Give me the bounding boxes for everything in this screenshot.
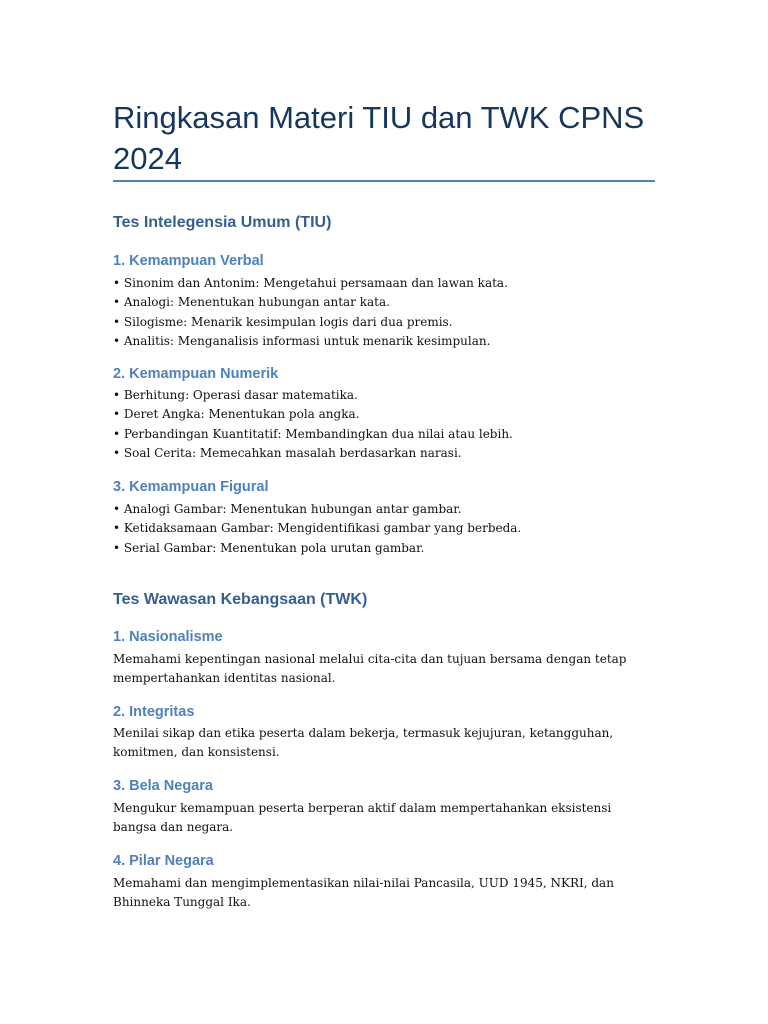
- list-item: • Sinonim dan Antonim: Mengetahui persamaan dan lawan kata.: [113, 276, 508, 290]
- tiu-numerik-list: [113, 386, 673, 464]
- list-item: • Analogi Gambar: Menentukan hubungan antar gambar.: [113, 502, 462, 516]
- tiu-section-heading-verbal: 1. Kemampuan Verbal: [113, 253, 264, 269]
- twk-pilar-negara-text: Memahami dan mengimplementasikan nilai-nilai Pancasila, UUD 1945, NKRI, dan Bhinneka Tunggal Ika.: [113, 876, 614, 910]
- list-item: • Analogi: Menentukan hubungan antar kata.: [113, 295, 390, 310]
- list-item: • Analitis: Menganalisis informasi untuk menarik kesimpulan.: [113, 334, 491, 349]
- twk-integritas-text: Menilai sikap dan etika peserta dalam bekerja, termasuk kejujuran, ketangguhan, komitmen, dan konsistensi.: [113, 726, 614, 760]
- twk-nasionalisme-text: Memahami kepentingan nasional melalui cita-cita dan tujuan bersama dengan tetap mempertahankan identitas nasional.: [113, 652, 627, 686]
- twk-section-heading-integritas: 2. Integritas: [113, 704, 195, 720]
- twk-heading: Tes Wawasan Kebangsaan (TWK): [113, 591, 368, 608]
- list-item: • Soal Cerita: Memecahkan masalah berdasarkan narasi.: [113, 446, 462, 461]
- list-item: • Berhitung: Operasi dasar matematika.: [113, 388, 358, 402]
- list-item: • Ketidaksamaan Gambar: Mengidentifikasi gambar yang berbeda.: [113, 521, 522, 536]
- tiu-heading: Tes Intelegensia Umum (TIU): [113, 214, 332, 231]
- tiu-verbal-list: [113, 274, 673, 352]
- title-divider: [113, 180, 655, 182]
- twk-section-heading-nasionalisme: 1. Nasionalisme: [113, 629, 223, 645]
- list-item: • Deret Angka: Menentukan pola angka.: [113, 407, 360, 422]
- tiu-section-heading-figural: 3. Kemampuan Figural: [113, 479, 269, 495]
- twk-section-heading-pilar-negara: 4. Pilar Negara: [113, 853, 214, 869]
- list-item: • Perbandingan Kuantitatif: Membandingkan dua nilai atau lebih.: [113, 426, 513, 441]
- list-item: • Silogisme: Menarik kesimpulan logis dari dua premis.: [113, 314, 453, 329]
- tiu-section-heading-numerik: 2. Kemampuan Numerik: [113, 366, 279, 382]
- tiu-figural-list: [113, 500, 673, 558]
- list-item: • Serial Gambar: Menentukan pola urutan gambar.: [113, 540, 425, 555]
- twk-section-heading-bela-negara: 3. Bela Negara: [113, 778, 213, 794]
- document-title: Ringkasan Materi TIU dan TWK CPNS 2024: [113, 100, 645, 176]
- twk-bela-negara-text: Mengukur kemampuan peserta berperan aktif dalam mempertahankan eksistensi bangsa dan negara.: [113, 801, 612, 835]
